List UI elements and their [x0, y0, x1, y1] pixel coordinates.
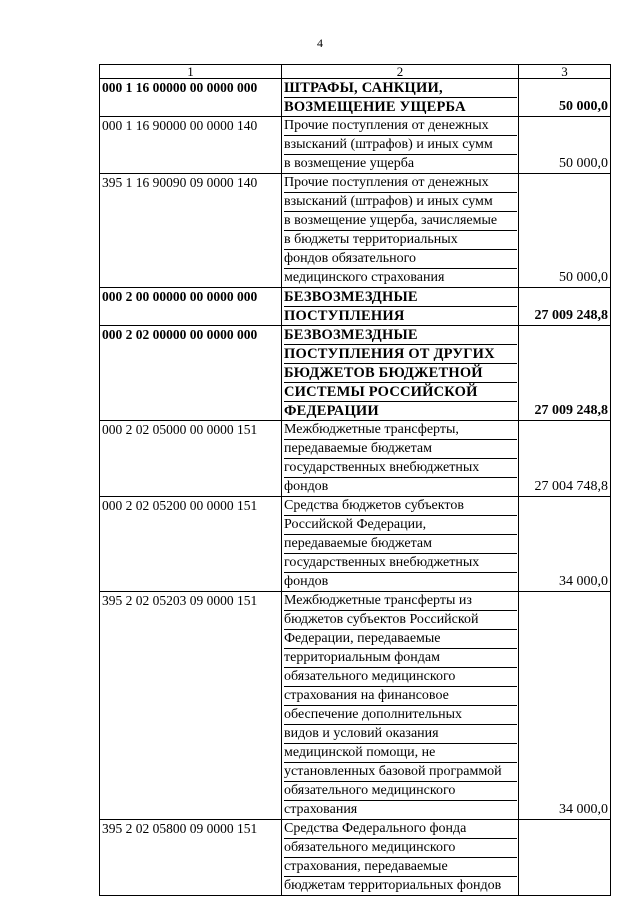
budget-code-cell: 000 1 16 00000 00 0000 000: [100, 79, 282, 117]
table-row: [100, 326, 611, 421]
amount-cell: 27 009 248,8: [519, 288, 611, 326]
income-name-line: фондов: [284, 574, 329, 589]
income-name-line: в возмещение ущерба, зачисляемые: [284, 212, 517, 231]
income-name-cell: [282, 326, 519, 421]
income-name-line: ПОСТУПЛЕНИЯ ОТ ДРУГИХ: [284, 345, 517, 364]
income-name-cell: [282, 117, 519, 174]
budget-code-cell: 395 2 02 05800 09 0000 151: [100, 820, 282, 896]
page-number: 4: [317, 36, 323, 50]
income-name-line: бюджетов субъектов Российской: [284, 611, 517, 630]
income-name-cell: [282, 421, 519, 497]
income-name-line: фондов обязательного: [284, 250, 517, 269]
income-name-cell: [282, 820, 519, 896]
amount-cell: 34 000,0: [519, 497, 611, 592]
income-name-line: ПОСТУПЛЕНИЯ: [284, 308, 405, 324]
income-name-line: в возмещение ущерба: [284, 156, 415, 171]
income-name-line: страхования на финансовое: [284, 687, 517, 706]
income-name-line: БЕЗВОЗМЕЗДНЫЕ: [284, 326, 517, 345]
income-name-line: в бюджеты территориальных: [284, 231, 517, 250]
amount-cell: 50 000,0: [519, 79, 611, 117]
table-row: [100, 174, 611, 288]
income-name-cell: [282, 174, 519, 288]
amount-cell: 50 000,0: [519, 174, 611, 288]
income-name-line: страхования, передаваемые: [284, 858, 517, 877]
income-name-line: Средства бюджетов субъектов: [284, 497, 517, 516]
amount-cell: [519, 820, 611, 896]
table-row: [100, 497, 611, 592]
income-name-line: БЕЗВОЗМЕЗДНЫЕ: [284, 288, 517, 307]
income-name-line: ВОЗМЕЩЕНИЕ УЩЕРБА: [284, 99, 466, 115]
income-name-line: Межбюджетные трансферты,: [284, 421, 517, 440]
income-name-line: обязательного медицинского: [284, 782, 517, 801]
amount-cell: 27 004 748,8: [519, 421, 611, 497]
table-row: [100, 592, 611, 820]
income-name-line: БЮДЖЕТОВ БЮДЖЕТНОЙ: [284, 364, 517, 383]
amount-cell: 34 000,0: [519, 592, 611, 820]
income-name-cell: [282, 497, 519, 592]
income-name-line: ФЕДЕРАЦИИ: [284, 403, 379, 419]
income-name-line: медицинской помощи, не: [284, 744, 517, 763]
income-name-line: Российской Федерации,: [284, 516, 517, 535]
income-name-line: установленных базовой программой: [284, 763, 517, 782]
income-name-cell: [282, 592, 519, 820]
income-name-line: фондов: [284, 479, 329, 494]
budget-code-cell: 000 1 16 90000 00 0000 140: [100, 117, 282, 174]
income-name-line: обеспечение дополнительных: [284, 706, 517, 725]
budget-code-cell: 000 2 00 00000 00 0000 000: [100, 288, 282, 326]
income-name-line: Межбюджетные трансферты из: [284, 592, 517, 611]
table-header-row: [100, 65, 611, 79]
income-name-line: ШТРАФЫ, САНКЦИИ,: [284, 79, 517, 98]
income-name-line: Средства Федерального фонда: [284, 820, 517, 839]
income-name-line: бюджетам территориальных фондов: [284, 878, 502, 893]
income-name-cell: [282, 79, 519, 117]
table-row: [100, 288, 611, 326]
income-name-line: государственных внебюджетных: [284, 459, 517, 478]
amount-cell: 50 000,0: [519, 117, 611, 174]
income-name-cell: [282, 288, 519, 326]
income-name-line: медицинского страхования: [284, 270, 445, 285]
income-name-line: обязательного медицинского: [284, 839, 517, 858]
budget-code-cell: 000 2 02 05200 00 0000 151: [100, 497, 282, 592]
table-row: [100, 820, 611, 896]
column-header-code: 1: [100, 65, 282, 79]
budget-code-cell: 395 2 02 05203 09 0000 151: [100, 592, 282, 820]
income-name-line: страхования: [284, 802, 358, 817]
table-row: [100, 117, 611, 174]
budget-table: [99, 64, 611, 896]
income-name-line: взысканий (штрафов) и иных сумм: [284, 136, 517, 155]
income-name-line: СИСТЕМЫ РОССИЙСКОЙ: [284, 383, 517, 402]
income-name-line: территориальным фондам: [284, 649, 517, 668]
column-header-name: 2: [282, 65, 519, 79]
income-name-line: Прочие поступления от денежных: [284, 117, 517, 136]
income-name-line: видов и условий оказания: [284, 725, 517, 744]
income-name-line: Федерации, передаваемые: [284, 630, 517, 649]
table-row: [100, 79, 611, 117]
income-name-line: передаваемые бюджетам: [284, 440, 517, 459]
income-name-line: передаваемые бюджетам: [284, 535, 517, 554]
income-name-line: обязательного медицинского: [284, 668, 517, 687]
budget-code-cell: 395 1 16 90090 09 0000 140: [100, 174, 282, 288]
table-row: [100, 421, 611, 497]
budget-code-cell: 000 2 02 00000 00 0000 000: [100, 326, 282, 421]
column-header-amount: 3: [519, 65, 611, 79]
income-name-line: государственных внебюджетных: [284, 554, 517, 573]
income-name-line: взысканий (штрафов) и иных сумм: [284, 193, 517, 212]
budget-code-cell: 000 2 02 05000 00 0000 151: [100, 421, 282, 497]
amount-cell: 27 009 248,8: [519, 326, 611, 421]
income-name-line: Прочие поступления от денежных: [284, 174, 517, 193]
